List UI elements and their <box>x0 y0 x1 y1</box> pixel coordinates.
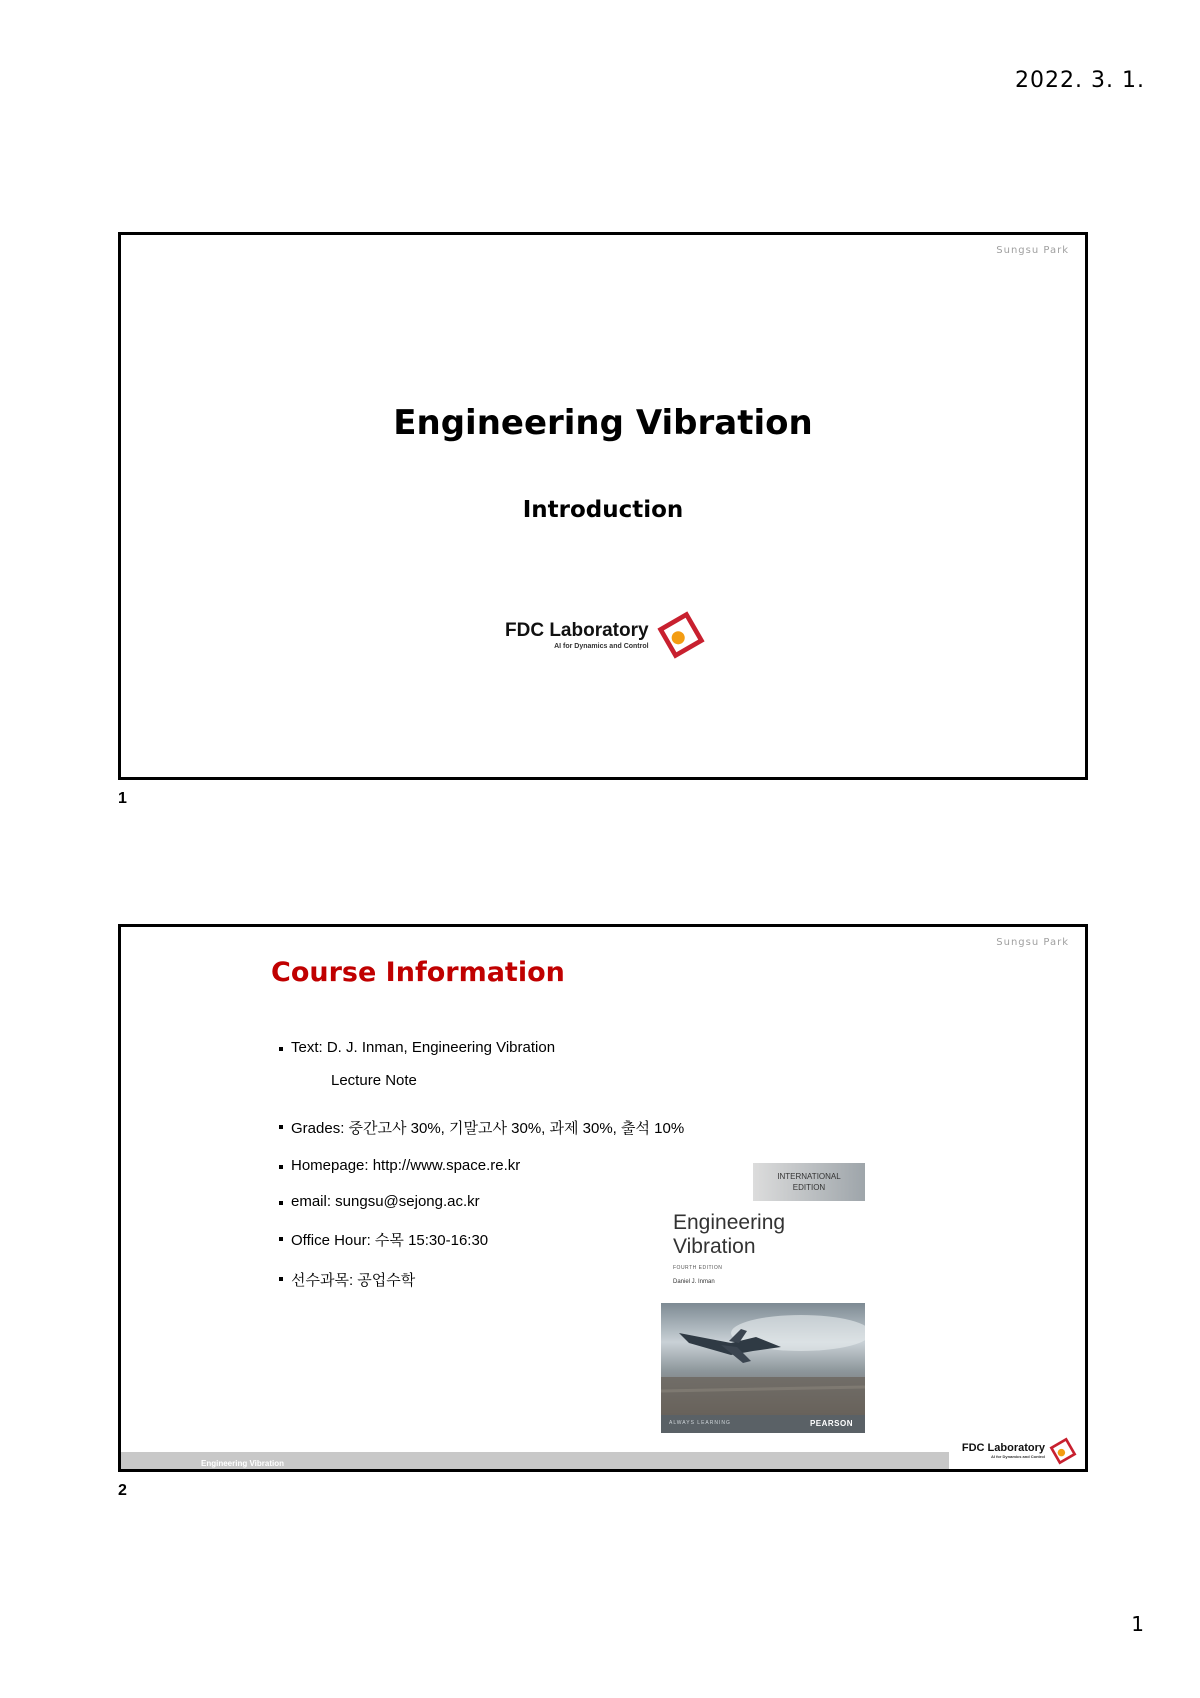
book-edition: FOURTH EDITION <box>673 1265 723 1271</box>
lab-name: FDC Laboratory <box>961 1442 1045 1454</box>
slide-title: Course Information <box>271 957 565 988</box>
international-edition-badge <box>753 1163 865 1201</box>
lab-tagline: AI for Dynamics and Control <box>990 1454 1045 1459</box>
slide-author: Sungsu Park <box>996 245 1069 256</box>
slide-footer-text: Engineering Vibration <box>201 1459 284 1468</box>
book-title <box>673 1211 853 1259</box>
fdc-lab-logo <box>505 607 709 663</box>
list-item: Homepage: http://www.space.re.kr <box>279 1157 684 1174</box>
list-item: Grades: 중간고사 30%, 기말고사 30%, 과제 30%, 출석 10% <box>279 1117 684 1138</box>
book-footer-tagline: ALWAYS LEARNING <box>669 1420 731 1426</box>
slide-number: 2 <box>118 1482 127 1499</box>
slide-author: Sungsu Park <box>996 937 1069 948</box>
list-item: Lecture Note <box>331 1072 417 1089</box>
book-author: Daniel J. Inman <box>673 1279 715 1285</box>
page-date: 2022. 3. 1. <box>1015 68 1145 93</box>
fdc-diamond-icon <box>1047 1435 1079 1467</box>
fdc-diamond-icon <box>653 607 709 663</box>
fdc-lab-logo <box>962 1435 1079 1467</box>
slide-1 <box>118 232 1088 780</box>
page-number: 1 <box>1131 1612 1144 1636</box>
badge-line: EDITION <box>792 1183 826 1192</box>
book-title-line: Vibration <box>673 1235 756 1258</box>
jet-image <box>661 1303 865 1415</box>
book-title-line: Engineering <box>673 1211 786 1234</box>
slide-number: 1 <box>118 790 127 807</box>
list-item: Text: D. J. Inman, Engineering Vibration <box>279 1039 684 1056</box>
slide-footer-bar <box>121 1452 949 1469</box>
lab-tagline: AI for Dynamics and Control <box>554 642 649 650</box>
textbook-cover <box>661 1163 865 1433</box>
list-item: 선수과목: 공업수학 <box>279 1269 684 1290</box>
slide-subtitle: Introduction <box>522 497 684 523</box>
list-item: email: sungsu@sejong.ac.kr <box>279 1193 684 1210</box>
slide-title: Engineering Vibration <box>393 403 813 443</box>
book-footer <box>661 1415 865 1433</box>
publisher-name: PEARSON <box>809 1419 853 1428</box>
list-item: Office Hour: 수목 15:30-16:30 <box>279 1229 684 1250</box>
slide-2 <box>118 924 1088 1472</box>
badge-line: INTERNATIONAL <box>777 1172 841 1181</box>
course-info-list <box>279 1039 684 1290</box>
lab-name: FDC Laboratory <box>505 619 649 641</box>
